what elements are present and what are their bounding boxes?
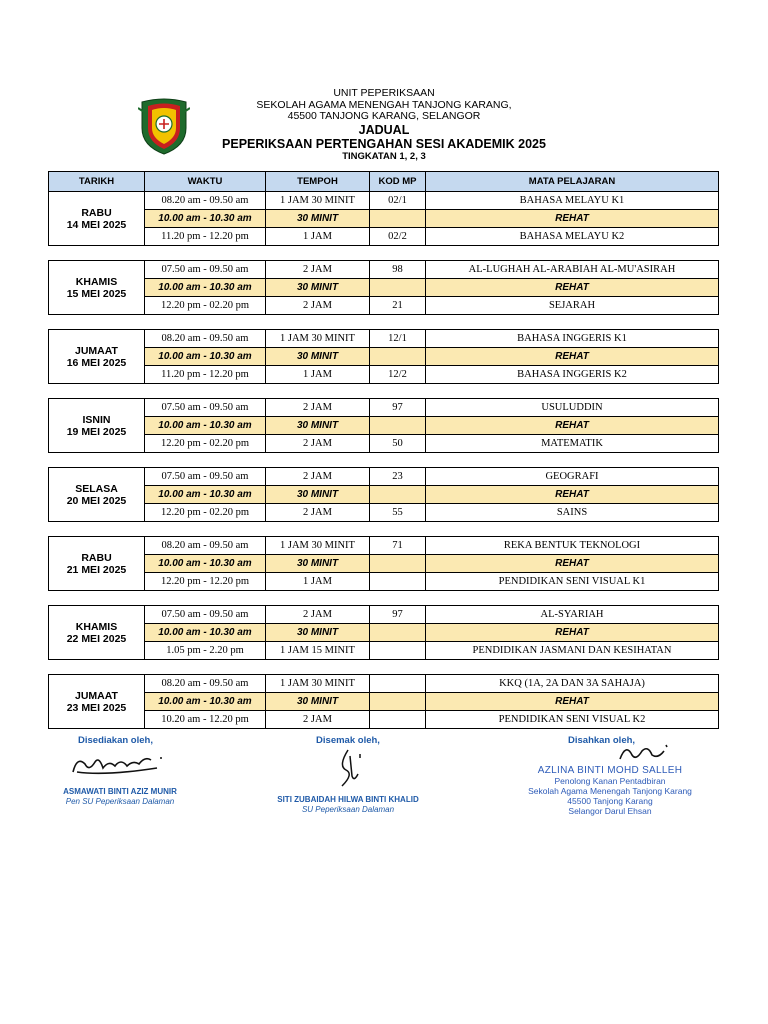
duration-cell: 2 JAM xyxy=(266,399,370,417)
schedule-row xyxy=(49,537,719,555)
prepared-label: Disediakan oleh, xyxy=(78,735,153,746)
schedule-row xyxy=(49,366,719,384)
code-cell xyxy=(370,573,426,591)
time-cell: 12.20 pm - 02.20 pm xyxy=(145,435,266,453)
subject-cell: PENDIDIKAN JASMANI DAN KESIHATAN xyxy=(426,642,719,660)
duration-cell: 2 JAM xyxy=(266,435,370,453)
schedule-row xyxy=(49,435,719,453)
day-name: KHAMIS xyxy=(75,275,118,288)
day-name: KHAMIS xyxy=(75,620,118,633)
day-name: ISNIN xyxy=(82,413,111,426)
code-cell xyxy=(370,624,426,642)
day-separator xyxy=(49,453,719,468)
date-label: 20 MEI 2025 xyxy=(66,494,127,507)
official-stamp xyxy=(510,766,710,816)
schedule-row xyxy=(49,228,719,246)
time-cell: 11.20 pm - 12.20 pm xyxy=(145,366,266,384)
time-cell: 07.50 am - 09.50 am xyxy=(145,468,266,486)
day-name: RABU xyxy=(81,206,112,219)
col-header-duration: TEMPOH xyxy=(266,172,370,192)
schedule-row xyxy=(49,606,719,624)
signature-image-prepared xyxy=(65,746,175,782)
date-label: 19 MEI 2025 xyxy=(66,425,127,438)
code-cell xyxy=(370,279,426,297)
stamp-line-2: Sekolah Agama Menengah Tanjong Karang xyxy=(528,786,692,796)
schedule-row xyxy=(49,693,719,711)
subject-cell: REHAT xyxy=(426,279,719,297)
schedule-row xyxy=(49,624,719,642)
subject-cell: AL-SYARIAH xyxy=(426,606,719,624)
date-cell xyxy=(49,675,145,729)
time-cell: 08.20 am - 09.50 am xyxy=(145,537,266,555)
duration-cell: 1 JAM xyxy=(266,228,370,246)
school-address: 45500 TANJONG KARANG, SELANGOR xyxy=(287,110,481,122)
day-separator xyxy=(49,384,719,399)
exam-title: PEPERIKSAAN PERTENGAHAN SESI AKADEMIK 2025 xyxy=(222,136,546,151)
schedule-row xyxy=(49,210,719,228)
subject-cell: AL-LUGHAH AL-ARABIAH AL-MU'ASIRAH xyxy=(426,261,719,279)
code-cell xyxy=(370,555,426,573)
separator-cell xyxy=(49,384,719,399)
code-cell: 02/2 xyxy=(370,228,426,246)
subject-cell: MATEMATIK xyxy=(426,435,719,453)
day-separator xyxy=(49,660,719,675)
subject-cell: PENDIDIKAN SENI VISUAL K2 xyxy=(426,711,719,729)
code-cell xyxy=(370,675,426,693)
subject-cell: BAHASA MELAYU K1 xyxy=(426,192,719,210)
approved-label: Disahkan oleh, xyxy=(568,735,636,746)
duration-cell: 1 JAM 30 MINIT xyxy=(266,675,370,693)
duration-cell: 30 MINIT xyxy=(266,210,370,228)
subject-cell: REHAT xyxy=(426,555,719,573)
code-cell xyxy=(370,417,426,435)
date-label: 22 MEI 2025 xyxy=(66,632,127,645)
time-cell: 10.00 am - 10.30 am xyxy=(145,279,266,297)
col-header-time: WAKTU xyxy=(145,172,266,192)
date-cell xyxy=(49,261,145,315)
prepared-name: ASMAWATI BINTI AZIZ MUNIR xyxy=(63,787,177,796)
subject-cell: PENDIDIKAN SENI VISUAL K1 xyxy=(426,573,719,591)
stamp-line-4: Selangor Darul Ehsan xyxy=(568,806,652,816)
prepared-position: Pen SU Peperiksaan Dalaman xyxy=(65,797,175,806)
subject-cell: SAINS xyxy=(426,504,719,522)
date-label: 23 MEI 2025 xyxy=(66,701,127,714)
separator-cell xyxy=(49,246,719,261)
code-cell: 21 xyxy=(370,297,426,315)
duration-cell: 2 JAM xyxy=(266,468,370,486)
checked-name: SITI ZUBAIDAH HILWA BINTI KHALID xyxy=(277,795,419,804)
checked-label: Disemak oleh, xyxy=(316,735,380,746)
duration-cell: 2 JAM xyxy=(266,711,370,729)
schedule-row xyxy=(49,279,719,297)
code-cell xyxy=(370,642,426,660)
code-cell xyxy=(370,210,426,228)
schedule-row xyxy=(49,675,719,693)
unit-name: UNIT PEPERIKSAAN xyxy=(333,87,435,99)
time-cell: 10.00 am - 10.30 am xyxy=(145,210,266,228)
code-cell xyxy=(370,348,426,366)
subject-cell: BAHASA MELAYU K2 xyxy=(426,228,719,246)
schedule-row xyxy=(49,348,719,366)
duration-cell: 1 JAM xyxy=(266,573,370,591)
duration-cell: 2 JAM xyxy=(266,606,370,624)
date-cell xyxy=(49,606,145,660)
time-cell: 07.50 am - 09.50 am xyxy=(145,606,266,624)
document-header xyxy=(0,88,768,163)
stamp-line-1: Penolong Kanan Pentadbiran xyxy=(554,776,666,786)
date-cell xyxy=(49,330,145,384)
time-cell: 12.20 pm - 12.20 pm xyxy=(145,573,266,591)
col-header-date: TARIKH xyxy=(49,172,145,192)
subject-cell: REKA BENTUK TEKNOLOGI xyxy=(426,537,719,555)
subject-cell: KKQ (1A, 2A DAN 3A SAHAJA) xyxy=(426,675,719,693)
approved-name: AZLINA BINTI MOHD SALLEH xyxy=(537,765,683,776)
time-cell: 12.20 pm - 02.20 pm xyxy=(145,504,266,522)
separator-cell xyxy=(49,660,719,675)
subject-cell: REHAT xyxy=(426,210,719,228)
duration-cell: 30 MINIT xyxy=(266,624,370,642)
code-cell: 02/1 xyxy=(370,192,426,210)
schedule-row xyxy=(49,297,719,315)
time-cell: 07.50 am - 09.50 am xyxy=(145,399,266,417)
code-cell: 97 xyxy=(370,399,426,417)
duration-cell: 1 JAM xyxy=(266,366,370,384)
subject-cell: USULUDDIN xyxy=(426,399,719,417)
schedule-row xyxy=(49,468,719,486)
time-cell: 08.20 am - 09.50 am xyxy=(145,330,266,348)
table-header-row xyxy=(49,172,719,192)
code-cell: 71 xyxy=(370,537,426,555)
duration-cell: 30 MINIT xyxy=(266,693,370,711)
schedule-row xyxy=(49,330,719,348)
day-separator xyxy=(49,315,719,330)
day-name: JUMAAT xyxy=(75,344,118,357)
time-cell: 10.00 am - 10.30 am xyxy=(145,555,266,573)
signature-image-approved xyxy=(614,741,674,763)
subject-cell: GEOGRAFI xyxy=(426,468,719,486)
duration-cell: 30 MINIT xyxy=(266,348,370,366)
date-label: 21 MEI 2025 xyxy=(66,563,127,576)
code-cell: 50 xyxy=(370,435,426,453)
time-cell: 10.00 am - 10.30 am xyxy=(145,624,266,642)
signature-prepared xyxy=(40,735,200,807)
time-cell: 11.20 pm - 12.20 pm xyxy=(145,228,266,246)
duration-cell: 2 JAM xyxy=(266,297,370,315)
subject-cell: BAHASA INGGERIS K2 xyxy=(426,366,719,384)
duration-cell: 30 MINIT xyxy=(266,417,370,435)
time-cell: 10.00 am - 10.30 am xyxy=(145,417,266,435)
schedule-row xyxy=(49,486,719,504)
duration-cell: 30 MINIT xyxy=(266,486,370,504)
exam-schedule-table xyxy=(48,171,719,729)
stamp-line-3: 45500 Tanjong Karang xyxy=(567,796,653,806)
date-label: 15 MEI 2025 xyxy=(66,287,127,300)
doc-title: JADUAL xyxy=(358,122,410,137)
schedule-row xyxy=(49,504,719,522)
separator-cell xyxy=(49,522,719,537)
level-line: TINGKATAN 1, 2, 3 xyxy=(342,150,426,162)
subject-cell: REHAT xyxy=(426,693,719,711)
duration-cell: 1 JAM 30 MINIT xyxy=(266,537,370,555)
subject-cell: REHAT xyxy=(426,417,719,435)
schedule-row xyxy=(49,417,719,435)
date-cell xyxy=(49,468,145,522)
time-cell: 1.05 pm - 2.20 pm xyxy=(145,642,266,660)
code-cell xyxy=(370,486,426,504)
time-cell: 12.20 pm - 02.20 pm xyxy=(145,297,266,315)
time-cell: 10.00 am - 10.30 am xyxy=(145,693,266,711)
time-cell: 08.20 am - 09.50 am xyxy=(145,675,266,693)
duration-cell: 1 JAM 30 MINIT xyxy=(266,330,370,348)
subject-cell: REHAT xyxy=(426,486,719,504)
duration-cell: 1 JAM 30 MINIT xyxy=(266,192,370,210)
school-name: SEKOLAH AGAMA MENENGAH TANJONG KARANG, xyxy=(256,98,512,111)
day-separator xyxy=(49,246,719,261)
date-label: 14 MEI 2025 xyxy=(66,218,127,231)
time-cell: 07.50 am - 09.50 am xyxy=(145,261,266,279)
date-cell xyxy=(49,537,145,591)
schedule-row xyxy=(49,555,719,573)
code-cell: 97 xyxy=(370,606,426,624)
schedule-row xyxy=(49,642,719,660)
day-name: JUMAAT xyxy=(75,689,118,702)
schedule-row xyxy=(49,399,719,417)
separator-cell xyxy=(49,315,719,330)
date-cell xyxy=(49,399,145,453)
date-label: 16 MEI 2025 xyxy=(66,356,127,369)
code-cell: 12/1 xyxy=(370,330,426,348)
duration-cell: 1 JAM 15 MINIT xyxy=(266,642,370,660)
signature-image-checked xyxy=(318,746,378,790)
day-name: SELASA xyxy=(75,482,118,495)
time-cell: 10.00 am - 10.30 am xyxy=(145,486,266,504)
code-cell: 23 xyxy=(370,468,426,486)
subject-cell: REHAT xyxy=(426,348,719,366)
col-header-subject: MATA PELAJARAN xyxy=(426,172,719,192)
signature-approved xyxy=(510,735,710,816)
duration-cell: 30 MINIT xyxy=(266,279,370,297)
separator-cell xyxy=(49,453,719,468)
date-cell xyxy=(49,192,145,246)
separator-cell xyxy=(49,591,719,606)
code-cell: 55 xyxy=(370,504,426,522)
schedule-row xyxy=(49,711,719,729)
code-cell xyxy=(370,693,426,711)
code-cell xyxy=(370,711,426,729)
duration-cell: 2 JAM xyxy=(266,261,370,279)
signature-checked xyxy=(268,735,428,815)
time-cell: 10.00 am - 10.30 am xyxy=(145,348,266,366)
code-cell: 98 xyxy=(370,261,426,279)
time-cell: 10.20 am - 12.20 pm xyxy=(145,711,266,729)
checked-position: SU Peperiksaan Dalaman xyxy=(301,805,395,814)
duration-cell: 2 JAM xyxy=(266,504,370,522)
subject-cell: BAHASA INGGERIS K1 xyxy=(426,330,719,348)
subject-cell: REHAT xyxy=(426,624,719,642)
schedule-row xyxy=(49,192,719,210)
schedule-row xyxy=(49,261,719,279)
time-cell: 08.20 am - 09.50 am xyxy=(145,192,266,210)
duration-cell: 30 MINIT xyxy=(266,555,370,573)
schedule-row xyxy=(49,573,719,591)
day-name: RABU xyxy=(81,551,112,564)
subject-cell: SEJARAH xyxy=(426,297,719,315)
day-separator xyxy=(49,522,719,537)
code-cell: 12/2 xyxy=(370,366,426,384)
col-header-code: KOD MP xyxy=(370,172,426,192)
day-separator xyxy=(49,591,719,606)
